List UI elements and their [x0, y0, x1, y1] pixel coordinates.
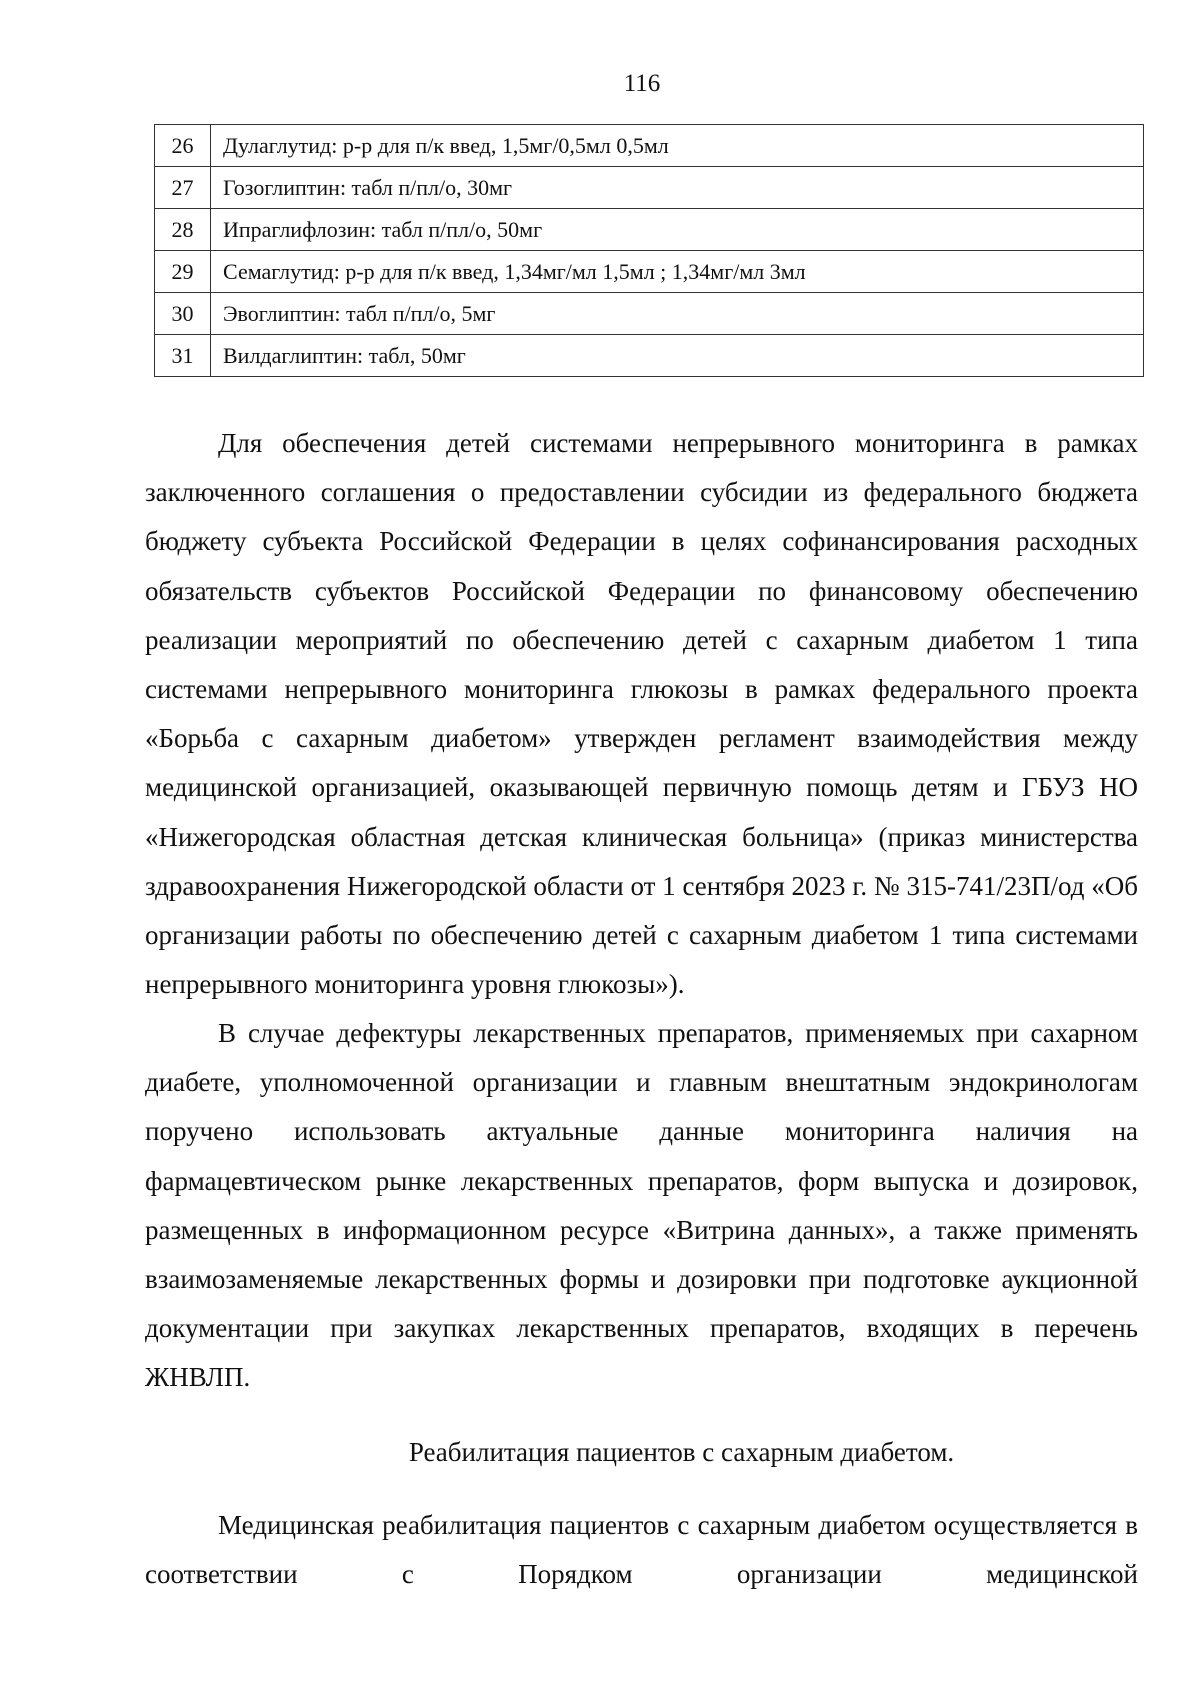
rehabilitation-paragraph: Медицинская реабилитация пациентов с сахарным диабетом осуществляется в соответствии с Порядком организации медицинской	[145, 1510, 1138, 1589]
row-number: 26	[155, 125, 211, 167]
row-number: 30	[155, 293, 211, 335]
drug-shortage-paragraph: В случае дефектуры лекарственных препаратов, применяемых при сахарном диабете, уполномоченной организации и главным внештатным эндокринологам поручено использовать актуальные данные мониторинга наличия на фармацевтическом рынке лекарственных препаратов, форм выпуска и дозировок, размещенных в информационном ресурсе «Витрина данных», а также применять взаимозаменяемые лекарственных формы и дозировки при подготовке аукционной документации при закупках лекарственных препаратов, входящих в перечень ЖНВЛП.	[145, 1018, 1138, 1393]
section-heading: Реабилитация пациентов с сахарным диабетом.	[408, 1437, 955, 1467]
page-number: 116	[623, 70, 661, 97]
drug-list-table	[154, 124, 1144, 377]
drug-name: Семаглутид: р-р для п/к введ, 1,34мг/мл 1,5мл ; 1,34мг/мл 3мл	[211, 251, 1144, 293]
table-row	[155, 125, 1144, 167]
drug-name: Вилдаглиптин: табл, 50мг	[211, 335, 1144, 377]
drug-name: Ипраглифлозин: табл п/пл/о, 50мг	[211, 209, 1144, 251]
table-row	[155, 251, 1144, 293]
drug-name: Дулаглутид: р-р для п/к введ, 1,5мг/0,5мл 0,5мл	[211, 125, 1144, 167]
row-number: 27	[155, 167, 211, 209]
table-row	[155, 335, 1144, 377]
drug-name: Эвоглиптин: табл п/пл/о, 5мг	[211, 293, 1144, 335]
row-number: 28	[155, 209, 211, 251]
table-row	[155, 167, 1144, 209]
drug-name: Гозоглиптин: табл п/пл/о, 30мг	[211, 167, 1144, 209]
table-row	[155, 209, 1144, 251]
row-number: 31	[155, 335, 211, 377]
table-row	[155, 293, 1144, 335]
row-number: 29	[155, 251, 211, 293]
cgm-regulation-paragraph: Для обеспечения детей системами непрерывного мониторинга в рамках заключенного соглашения о предоставлении субсидии из федерального бюджета бюджету субъекта Российской Федерации в целях софинансирования расходных обязательств субъектов Российской Федерации по финансовому обеспечению реализации мероприятий по обеспечению детей с сахарным диабетом 1 типа системами непрерывного мониторинга глюкозы в рамках федерального проекта «Борьба с сахарным диабетом» утвержден регламент взаимодействия между медицинской организацией, оказывающей первичную помощь детям и ГБУЗ НО «Нижегородская областная детская клиническая больница» (приказ министерства здравоохранения Нижегородской области от 1 сентября 2023 г. № 315-741/23П/од «Об организации работы по обеспечению детей с сахарным диабетом 1 типа системами непрерывного мониторинга уровня глюкозы»).	[145, 428, 1138, 1000]
